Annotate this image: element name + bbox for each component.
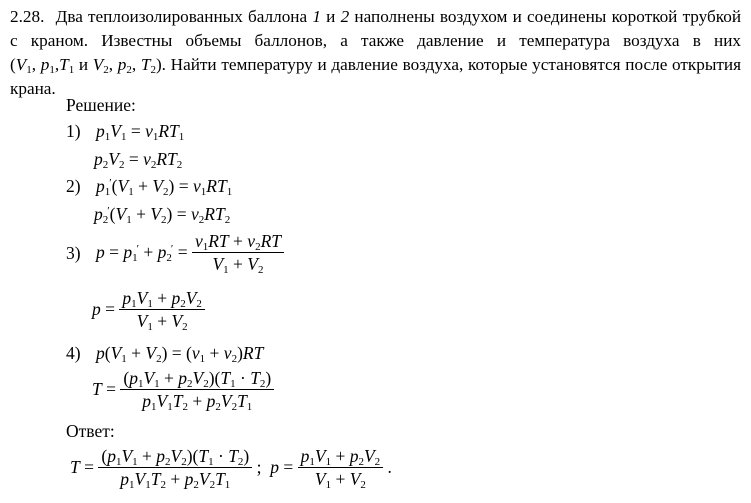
problem-text-1: Два теплоизолированных баллона	[55, 7, 308, 26]
and-word: и	[326, 7, 336, 26]
problem-text-2: наполнены воздухом и соединены короткой трубкой с краном. Известны объемы баллонов, а также давление и температура воздуха в них (	[10, 7, 742, 74]
problem-text-3: ). Найти температуру и давление воздуха, которые установятся после открытия крана.	[10, 55, 742, 98]
problem-statement	[10, 5, 741, 101]
answer-heading: Ответ:	[66, 421, 115, 441]
equation-2a: $p_1'(V_1 + V_2) = \nu_1RT_1$	[96, 176, 233, 198]
equation-3b: p = $\frac{p_1V_1 + p_2V_2}{V_1 + V_2}$	[92, 287, 205, 332]
step-2-label: 2)	[66, 176, 81, 196]
equation-2b: $p_2'(V_1 + V_2) = \nu_2RT_2$	[94, 204, 231, 226]
equation-1b: $p_2V_2 = \nu_2RT_2$	[94, 149, 183, 171]
equation-3a: $p = p_1' + p_2'$ = $\frac{\nu_1RT + \nu_2RT}{V_1 + V_2}$	[96, 230, 284, 275]
answer-equation: T = $\frac{(p_1V_1 + p_2V_2)(T_1 \cdot T_2)}{p_1V_1T_2 + p_2V_2T_1}$ ; p = $\frac{p_1V_1 + p_2V_2}{V_1 + V_2}$ .	[70, 446, 392, 491]
equation-4b: T = $\frac{(p_1V_1 + p_2V_2)(T_1 \cdot T_2)}{p_1V_1T_2 + p_2V_2T_1}$	[92, 367, 274, 412]
given-params: $V_1$, $p_1,T_1$ и $V_2$, $p_2$, $T_2$	[15, 55, 156, 76]
balloon-1-label: 1	[312, 7, 321, 26]
step-4-label: 4)	[66, 343, 81, 363]
solution-heading: Решение:	[66, 95, 136, 115]
problem-number: 2.28.	[10, 7, 45, 26]
equation-1a: $p_1V_1 = \nu_1RT_1$	[96, 121, 185, 143]
step-1-label: 1)	[66, 121, 81, 141]
step-3-label: 3)	[66, 243, 81, 263]
balloon-2-label: 2	[340, 7, 350, 26]
equation-4a: $p(V_1 + V_2) = (\nu_1 + \nu_2)RT$	[96, 343, 264, 365]
